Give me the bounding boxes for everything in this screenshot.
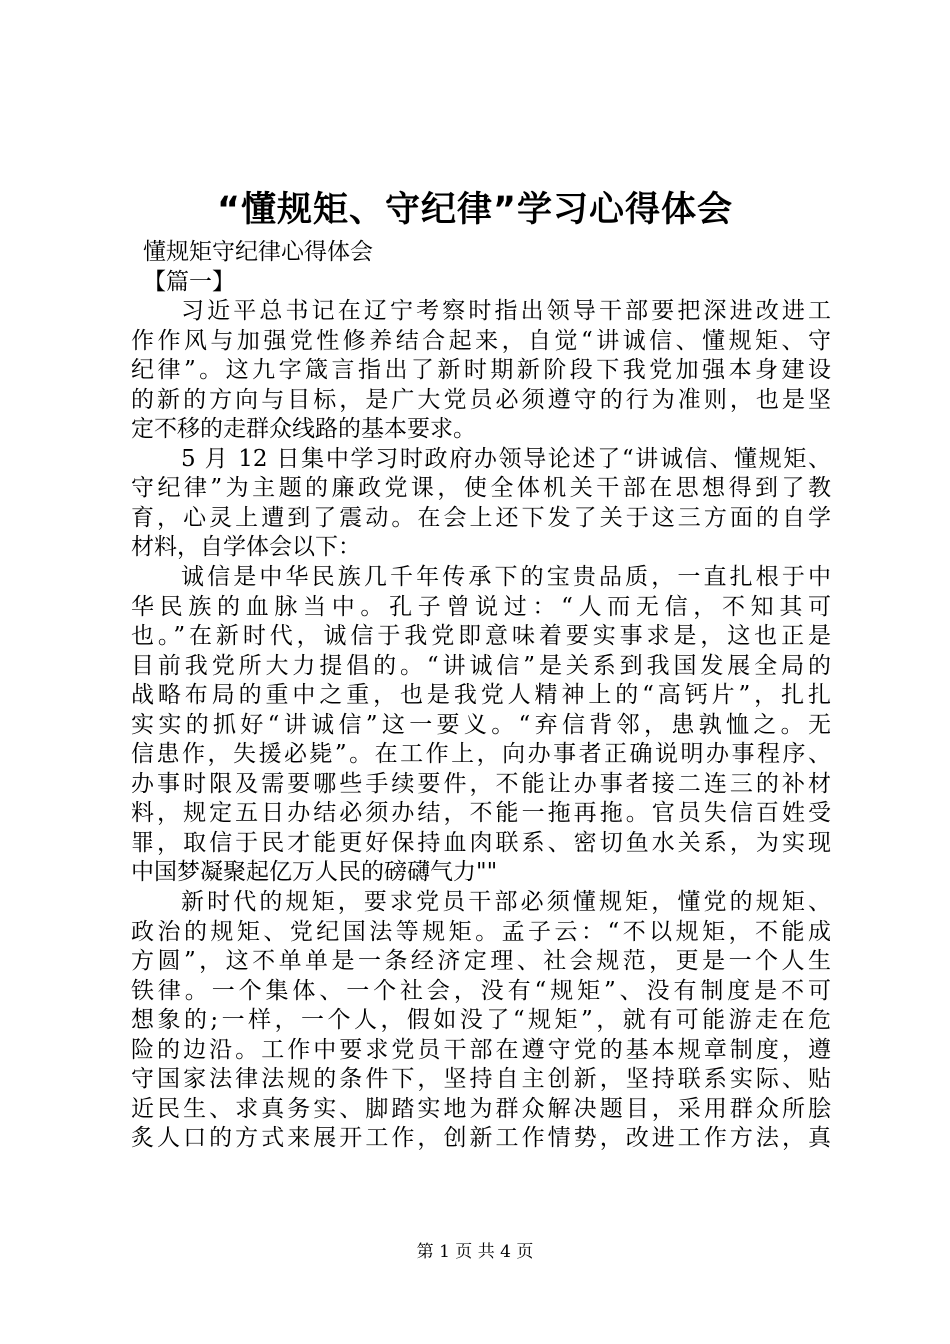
paragraph-line: 罪，取信于民才能更好保持血肉联系、密切鱼水关系，为实现 [131, 829, 831, 856]
paragraph-line: 材料，自学体会以下： [131, 534, 361, 561]
paragraph-line: 作作风与加强党性修养结合起来，自觉“讲诚信、懂规矩、守 [131, 327, 831, 354]
document-title: “懂规矩、守纪律”学习心得体会 [216, 190, 733, 230]
section-heading: 【篇一】 [143, 268, 235, 295]
page-footer: 第 1 页 共 4 页 [416, 1242, 534, 1262]
paragraph-line: 铁律。一个集体、一个社会，没有“规矩”、没有制度是不可 [131, 977, 831, 1004]
paragraph-line: 的新的方向与目标，是广大党员必须遵守的行为准则，也是坚 [131, 386, 831, 413]
paragraph-line: 炙人口的方式来展开工作，创新工作情势，改进工作方法，真 [131, 1125, 831, 1152]
paragraph-line: 中国梦凝聚起亿万人民的磅礴气力"" [131, 859, 498, 886]
subtitle: 懂规矩守纪律心得体会 [143, 239, 373, 265]
paragraph-line: 定不移的走群众线路的基本要求。 [131, 416, 476, 443]
paragraph-line: 政治的规矩、党纪国法等规矩。孟子云：“不以规矩，不能成 [131, 918, 831, 945]
paragraph-line: 育，心灵上遭到了震动。在会上还下发了关于这三方面的自学 [131, 504, 831, 531]
paragraph-line: 诚信是中华民族几千年传承下的宝贵品质，一直扎根于中 [181, 564, 831, 591]
paragraph-line: 习近平总书记在辽宁考察时指出领导干部要把深进改进工 [181, 298, 831, 325]
paragraph-line: 方圆”，这不单单是一条经济定理、社会规范，更是一个人生 [131, 948, 831, 975]
paragraph-line: 守国家法律法规的条件下，坚持自主创新，坚持联系实际、贴 [131, 1066, 831, 1093]
document-body [131, 238, 831, 1154]
paragraph-line: 近民生、求真务实、脚踏实地为群众解决题目，采用群众所脍 [131, 1095, 831, 1122]
paragraph-line: 实实的抓好“讲诚信”这一要义。“弃信背邻，患孰恤之。无 [131, 711, 831, 738]
paragraph-line: 办事时限及需要哪些手续要件，不能让办事者接二连三的补材 [131, 770, 831, 797]
paragraph-line: 想象的;一样，一个人，假如没了“规矩”，就有可能游走在危 [131, 1007, 831, 1034]
paragraph-line: 守纪律”为主题的廉政党课，使全体机关干部在思想得到了教 [131, 475, 831, 502]
paragraph-line: 纪律”。这九字箴言指出了新时期新阶段下我党加强本身建设 [131, 357, 831, 384]
paragraph-line: 料，规定五日办结必须办结，不能一拖再拖。官员失信百姓受 [131, 800, 831, 827]
paragraph-line: 战略布局的重中之重，也是我党人精神上的“高钙片”，扎扎 [131, 682, 831, 709]
paragraph-line: 信患作，失援必毙”。在工作上，向办事者正确说明办事程序、 [131, 741, 831, 768]
paragraph-line: 险的边沿。工作中要求党员干部在遵守党的基本规章制度，遵 [131, 1036, 831, 1063]
paragraph-line: 5 月 12 日集中学习时政府办领导论述了“讲诚信、懂规矩、 [181, 445, 831, 472]
paragraph-line: 新时代的规矩，要求党员干部必须懂规矩，懂党的规矩、 [181, 889, 831, 916]
paragraph-line: 华民族的血脉当中。孔子曾说过：“人而无信，不知其可 [131, 593, 831, 620]
paragraph-line: 也。”在新时代，诚信于我党即意味着要实事求是，这也正是 [131, 623, 831, 650]
paragraph-line: 目前我党所大力提倡的。“讲诚信”是关系到我国发展全局的 [131, 652, 831, 679]
